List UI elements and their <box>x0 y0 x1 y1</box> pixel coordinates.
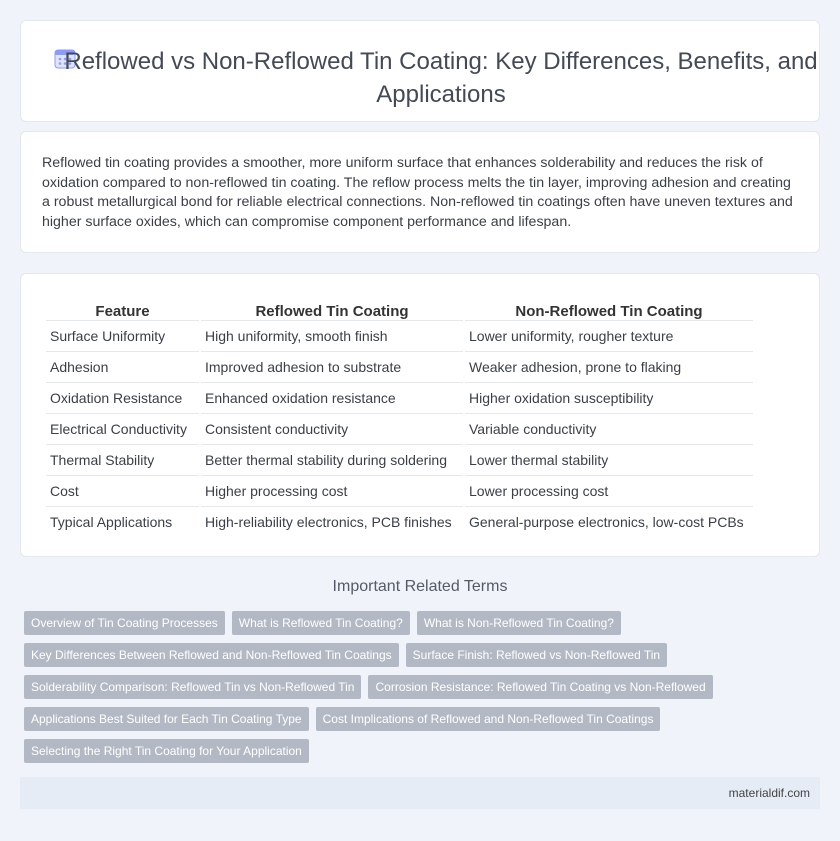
related-term-tag[interactable]: Overview of Tin Coating Processes <box>24 611 225 635</box>
column-header-feature: Feature <box>95 303 150 320</box>
reflowed-cell: Better thermal stability during soldering <box>201 444 463 475</box>
non-reflowed-cell: General-purpose electronics, low-cost PCBs <box>465 506 753 537</box>
table-row <box>46 475 753 506</box>
reflowed-cell: Enhanced oxidation resistance <box>201 382 463 413</box>
related-terms-list <box>24 611 724 771</box>
non-reflowed-cell: Weaker adhesion, prone to flaking <box>465 351 753 382</box>
reflowed-cell: High uniformity, smooth finish <box>201 320 463 351</box>
reflowed-cell: Higher processing cost <box>201 475 463 506</box>
intro-card <box>20 131 820 253</box>
tag-row <box>24 611 724 635</box>
related-term-tag[interactable]: What is Reflowed Tin Coating? <box>232 611 410 635</box>
related-terms-heading: Important Related Terms <box>332 578 508 595</box>
reflowed-cell: High-reliability electronics, PCB finishes <box>201 506 463 537</box>
related-term-tag[interactable]: Solderability Comparison: Reflowed Tin vs Non-Reflowed Tin <box>24 675 361 699</box>
feature-cell: Thermal Stability <box>46 444 199 475</box>
table-row <box>46 382 753 413</box>
related-term-tag[interactable]: Applications Best Suited for Each Tin Coating Type <box>24 707 309 731</box>
related-term-tag[interactable]: Corrosion Resistance: Reflowed Tin Coating vs Non-Reflowed <box>368 675 712 699</box>
reflowed-cell: Consistent conductivity <box>201 413 463 444</box>
column-header-reflowed: Reflowed Tin Coating <box>255 303 409 320</box>
reflowed-cell: Improved adhesion to substrate <box>201 351 463 382</box>
related-term-tag[interactable]: Key Differences Between Reflowed and Non-Reflowed Tin Coatings <box>24 643 399 667</box>
non-reflowed-cell: Lower uniformity, rougher texture <box>465 320 753 351</box>
intro-paragraph: Reflowed tin coating provides a smoother, more uniform surface that enhances solderability and reduces the risk of oxidation compared to non-reflowed tin coating. The reflow process melts the tin layer, improving adhesion and creating a robust metallurgical bond for reliable electrical connections. Non-reflowed tin coatings often have uneven textures and higher surface oxides, which can compromise component performance and lifespan. <box>42 155 793 230</box>
column-header-non-reflowed: Non-Reflowed Tin Coating <box>515 303 703 320</box>
table-row <box>46 506 753 537</box>
comparison-card <box>20 273 820 557</box>
related-term-tag[interactable]: Surface Finish: Reflowed vs Non-Reflowed Tin <box>406 643 667 667</box>
tag-row <box>24 707 724 731</box>
non-reflowed-cell: Variable conductivity <box>465 413 753 444</box>
table-row <box>46 413 753 444</box>
feature-cell: Cost <box>46 475 199 506</box>
footer <box>20 777 820 809</box>
related-term-tag[interactable]: Selecting the Right Tin Coating for Your Application <box>24 739 309 763</box>
non-reflowed-cell: Lower processing cost <box>465 475 753 506</box>
table-row <box>46 444 753 475</box>
tag-row <box>24 675 724 699</box>
related-term-tag[interactable]: Cost Implications of Reflowed and Non-Reflowed Tin Coatings <box>316 707 661 731</box>
non-reflowed-cell: Higher oxidation susceptibility <box>465 382 753 413</box>
tag-row <box>24 643 724 667</box>
page-title: Reflowed vs Non-Reflowed Tin Coating: Key Differences, Benefits, and Applications <box>64 48 818 108</box>
table-row <box>46 351 753 382</box>
table-header-row <box>46 296 753 320</box>
table-row <box>46 320 753 351</box>
feature-cell: Oxidation Resistance <box>46 382 199 413</box>
non-reflowed-cell: Lower thermal stability <box>465 444 753 475</box>
tag-row <box>24 739 724 763</box>
comparison-table <box>44 296 755 537</box>
feature-cell: Surface Uniformity <box>46 320 199 351</box>
site-link[interactable]: materialdif.com <box>728 786 810 800</box>
header-card <box>20 20 820 122</box>
related-term-tag[interactable]: What is Non-Reflowed Tin Coating? <box>417 611 621 635</box>
feature-cell: Typical Applications <box>46 506 199 537</box>
feature-cell: Adhesion <box>46 351 199 382</box>
feature-cell: Electrical Conductivity <box>46 413 199 444</box>
